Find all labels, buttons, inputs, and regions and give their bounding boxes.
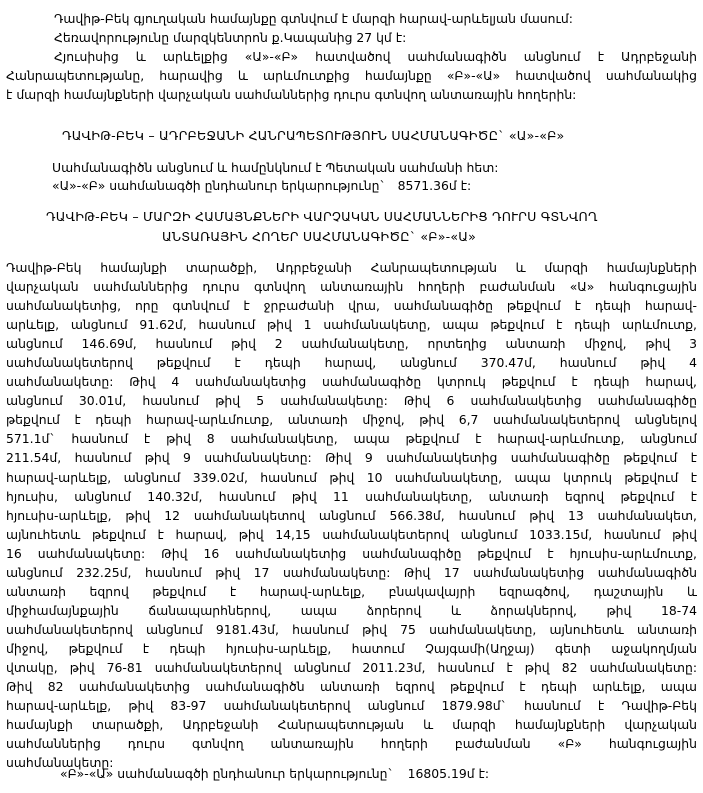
section-b-heading-line2: ԱՆՏԱՌԱՅԻՆ ՀՈՂԵՐ ՍԱՀՄԱՆԱԳԻԾԸ` «Բ»-«Ա»: [162, 229, 477, 244]
body-line: անցնում 30.01մ, հասնում թիվ 5 սահմանակետը: Թիվ 6 սահմանակետից սահմանագիծը: [6, 393, 697, 409]
section-a-description: Սահմանագիծն անցնում և համընկնում է Պետական սահմանի հետ:: [52, 160, 499, 175]
section-b-heading-line1: ԴԱՎԻԹ-ԲԵԿ – ՄԱՐԶԻ ՀԱՄԱՅՆՔՆԵՐԻ ՎԱՐՉԱԿԱՆ ՍԱՀՄԱՆՆԵՐԻՑ ԴՈՒՐՍ ԳՏՆՎՈՂ: [46, 209, 598, 224]
body-line: սահմանակետը:: [6, 755, 114, 771]
intro-distance-line: Հեռավորությունը մարզկենտրոն ք.Կապանից 27 կմ է:: [54, 30, 407, 45]
body-line: 571.1մ` հասնում է թիվ 8 սահմանակետը, ապա թեքվում է հարավ-արևմուտք, անցնում: [6, 431, 697, 447]
section-a-length-value: 8571.36մ է:: [397, 178, 472, 193]
body-line: արևելք, անցնում 91.62մ, հասնում թիվ 1 սահմանակետը, ապա թեքվում է դեպի արևմուտք,: [6, 317, 697, 333]
body-line: թեքվում է դեպի հարավ-արևմուտք, անտառի միջով, թիվ 6,7 սահմանակետերով անցնելով: [6, 412, 697, 428]
section-a-heading: ԴԱՎԻԹ-ԲԵԿ – ԱԴՐԲԵՋԱՆԻ ՀԱՆՐԱՊԵՏՈՒԹՅՈՒՆ ՍԱՀՄԱՆԱԳԻԾԸ` «Ա»-«Բ»: [62, 128, 565, 143]
body-line: այնուհետև թեքվում է հարավ, թիվ 14,15 սահմանակետերով անցնում 1033.15մ, հասնում թիվ: [6, 526, 697, 542]
intro-paragraph: [6, 47, 697, 104]
body-line: սահմանակետերով թեքվում է դեպի հարավ, անցնում 370.47մ, հասնում թիվ 4: [6, 355, 697, 371]
body-line: հյուսիս-արևելք, թիվ 12 սահմանակետով անցնում 566.38մ, հասնում թիվ 13 սահմանակետ,: [6, 507, 697, 523]
body-line: հարավ-արևելք, անցնում 339.02մ, հասնում թիվ 10 սահմանակետը, ապա կտրուկ թեքվում է: [6, 469, 697, 485]
body-line: սահմանակետը: Թիվ 4 սահմանակետից սահմանագիծը կտրուկ թեքվում է դեպի հարավ,: [6, 374, 697, 390]
section-b-length-line: [60, 764, 489, 783]
section-b-body: [6, 258, 697, 772]
body-line: միջհամայնքային ճանապարհներով, ապա ձորերով և ձորակներով, թիվ 18-74: [6, 602, 697, 618]
body-line: վտակը, թիվ 76-81 սահմանակետերով անցնում 2011.23մ, հասնում է թիվ 82 սահմանակետը:: [6, 659, 697, 675]
body-line: հարավ-արևելք, թիվ 83-97 սահմանակետերով անցնում 1879.98մ` հասնում է Դավիթ-Բեկ: [6, 698, 697, 714]
intro-location-line: Դավիթ-Բեկ գյուղական համայնքը գտնվում է մարզի հարավ-արևելյան մասում:: [54, 11, 573, 26]
body-line: Թիվ 82 սահմանակետից սահմանագիծն անտառի եզրով թեքվում է դեպի արևելք, ապա: [6, 679, 697, 695]
body-line: Դավիթ-Բեկ համայնքի տարածքի, Ադրբեջանի Հանրապետության և մարզի համայնքների: [6, 260, 697, 275]
body-line: անցնում 232.25մ, հասնում թիվ 17 սահմանակետը: Թիվ 17 սահմանակետից սահմանագիծն: [6, 564, 697, 580]
body-line: 211.54մ, հասնում թիվ 9 սահմանակետը: Թիվ 9 սահմանակետից սահմանագիծը թեքվում է: [6, 450, 697, 466]
body-line: սահմաններից դուրս գտնվող անտառային հողերի բաժանման «Բ» հանգուցային: [6, 736, 697, 752]
intro-paragraph-line: է մարզի համայնքների վարչական սահմաններից դուրս գտնվող անտառային հողերին:: [6, 87, 577, 103]
section-a-length-label: «Ա»-«Բ» սահմանագծի ընդհանուր երկարությունը`: [52, 178, 386, 193]
intro-paragraph-line: Հյուսիսից և արևելքից «Ա»-«Բ» հատվածով սահմանագիծն անցնում է Ադրբեջանի: [54, 49, 697, 64]
body-line: անցնում 146.69մ, հասնում թիվ 2 սահմանակետը, որտեղից անտառի միջով, թիվ 3: [6, 336, 697, 352]
body-line: հյուսիս, անցնում 140.32մ, հասնում թիվ 11 սահմանակետը, անտառի եզրով թեքվում է: [6, 488, 697, 504]
section-b-length-value: 16805.19մ է:: [407, 766, 490, 781]
body-line: 16 սահմանակետը: Թիվ 16 սահմանակետից սահմանագիծը թեքվում է հյուսիս-արևմուտք,: [6, 545, 697, 561]
body-line: միջով, թեքվում է դեպի հյուսիս-արևելք, հատում Չայգամի(Աղջայ) գետի աջակողմյան: [6, 640, 697, 656]
body-line: սահմանակետերով անցնում 9181.43մ, հասնում թիվ 75 սահմանակետը, այնուհետև անտառի: [6, 621, 697, 637]
body-line: վարչական սահմաններից դուրս գտնվող անտառային հողերի բաժանման «Ա» հանգուցային: [6, 279, 697, 295]
section-b-length-label: «Բ»-«Ա» սահմանագծի ընդհանուր երկարությունը`: [60, 766, 394, 781]
section-a-length-line: [52, 176, 471, 195]
intro-paragraph-line: Հանրապետությանը, հարավից և արևմուտքից համայնքը «Բ»-«Ա» հատվածով սահմանակից: [6, 68, 697, 84]
body-line: սահմանակետից, որը գտնվում է ջրբաժանի վրա, սահմանագիծը թեքվում է դեպի հարավ-: [6, 298, 697, 314]
body-line: համայնքի տարածքի, Ադրբեջանի Հանրապետության և մարզի համայնքների վարչական: [6, 717, 697, 733]
body-line: անտառի եզրով թեքվում է հարավ-արևելք, բնակավայրի եզրագծով, դաշտային և: [6, 583, 697, 599]
